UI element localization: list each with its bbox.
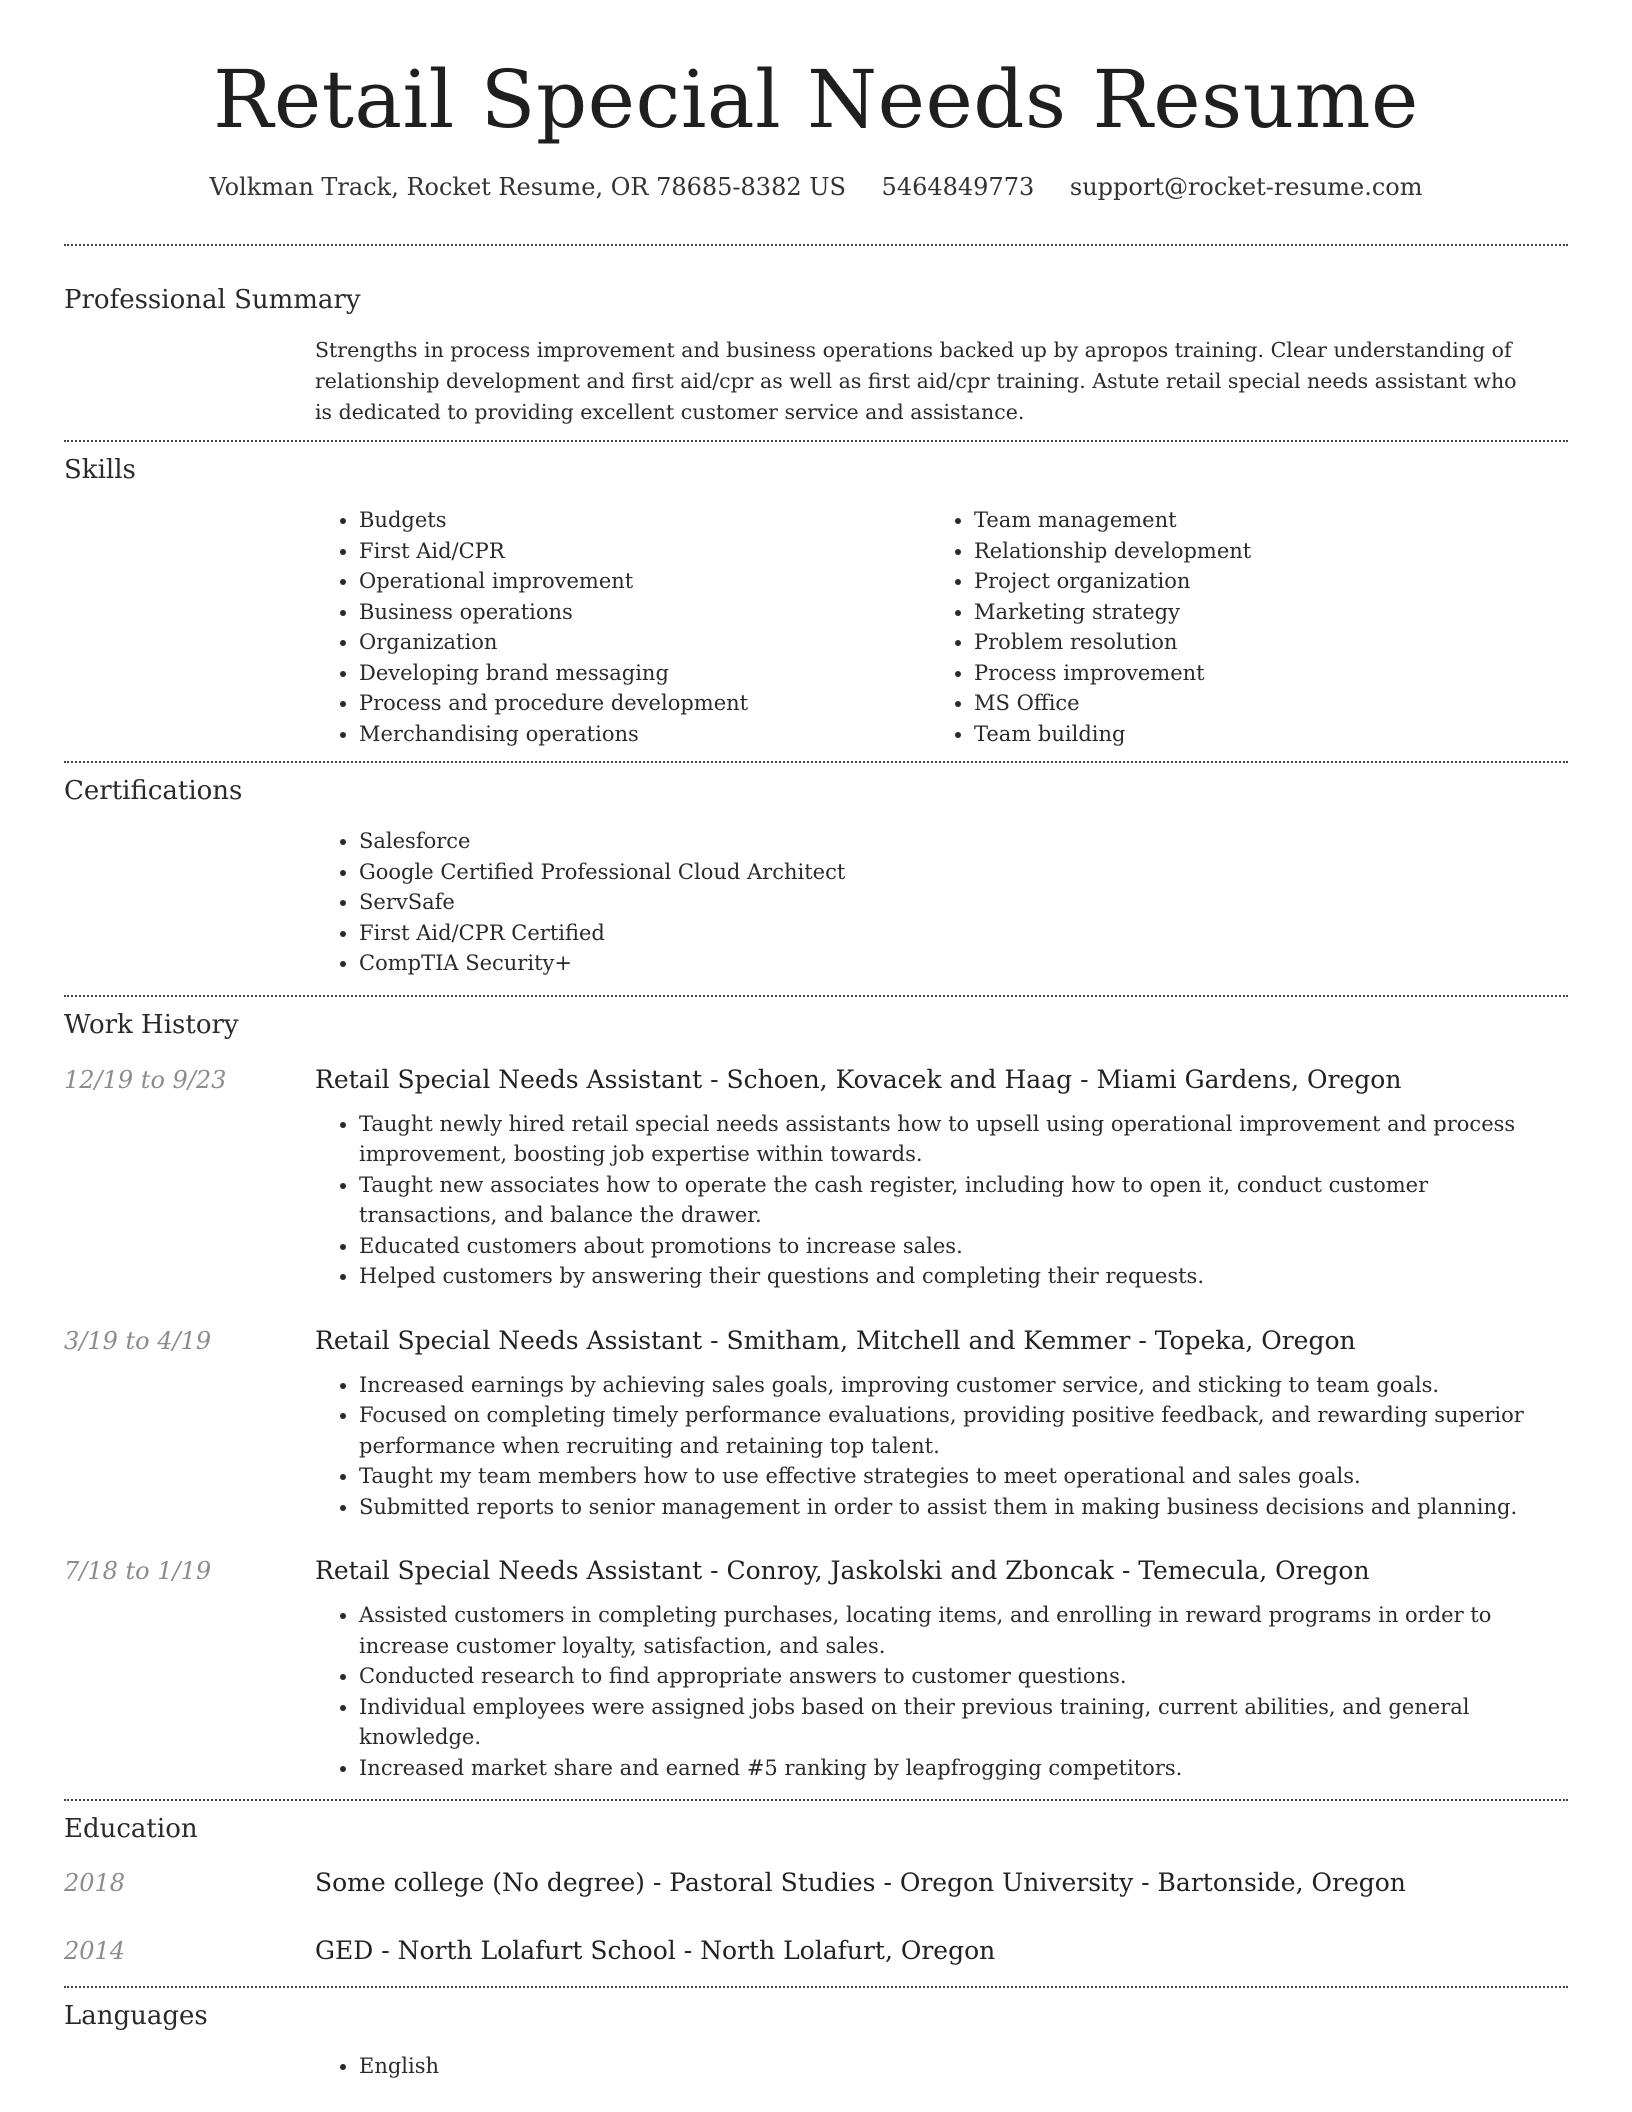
divider [64, 761, 1568, 763]
education-year: 2018 [64, 1869, 126, 1897]
education-year: 2014 [64, 1937, 126, 1965]
skill-item: • First Aid/CPR [359, 536, 930, 567]
job-entry [64, 1554, 1568, 1783]
job-dates: 3/19 to 4/19 [64, 1326, 212, 1355]
contact-phone: 5464849773 [881, 173, 1035, 201]
contact-line [64, 171, 1568, 203]
section-title-summary: Professional Summary [64, 285, 361, 315]
skills-column-right [930, 505, 1545, 749]
job-bullet: • Focused on completing timely performance evaluations, providing positive feedback, and rewarding superior performance when recruiting and retaining top talent. [359, 1400, 1568, 1461]
job-bullet: • Individual employees were assigned jobs based on their previous training, current abilities, and general knowledge. [359, 1692, 1568, 1753]
job-bullet: • Increased earnings by achieving sales goals, improving customer service, and sticking to team goals. [359, 1370, 1568, 1401]
job-bullet: • Educated customers about promotions to increase sales. [359, 1231, 1568, 1262]
contact-address: Volkman Track, Rocket Resume, OR 78685-8382 US [209, 173, 846, 201]
section-title-certifications: Certifications [64, 776, 243, 806]
divider [64, 440, 1568, 442]
skills-list [315, 505, 1568, 749]
job-bullet: • Helped customers by answering their questions and completing their requests. [359, 1261, 1568, 1292]
skill-item: • Relationship development [974, 536, 1545, 567]
certification-item: • Salesforce [359, 826, 1568, 857]
job-title: Retail Special Needs Assistant - Smitham, Mitchell and Kemmer - Topeka, Oregon [315, 1325, 1356, 1355]
resume-page [64, 0, 1568, 2082]
skill-item: • Process and procedure development [359, 688, 930, 719]
job-bullet: • Conducted research to find appropriate answers to customer questions. [359, 1661, 1568, 1692]
job-entry [64, 1324, 1568, 1523]
skill-item: • Project organization [974, 566, 1545, 597]
certification-item: • First Aid/CPR Certified [359, 918, 1568, 949]
job-bullet: • Taught new associates how to operate the cash register, including how to open it, conduct customer transactions, and balance the drawer. [359, 1170, 1568, 1231]
skill-item: • MS Office [974, 688, 1545, 719]
skill-item: • Developing brand messaging [359, 658, 930, 689]
section-title-education: Education [64, 1814, 198, 1844]
job-bullet: • Taught newly hired retail special needs assistants how to upsell using operational improvement and process improvement, boosting job expertise within towards. [359, 1109, 1568, 1170]
education-section [64, 1812, 1568, 1968]
education-entry [64, 1934, 1568, 1968]
divider [64, 244, 1568, 246]
section-title-languages: Languages [64, 2001, 208, 2031]
job-title: Retail Special Needs Assistant - Schoen, Kovacek and Haag - Miami Gardens, Oregon [315, 1064, 1402, 1094]
languages-list [315, 2051, 1568, 2082]
certification-item: • Google Certified Professional Cloud Architect [359, 857, 1568, 888]
language-item: • English [359, 2051, 1568, 2082]
job-dates: 7/18 to 1/19 [64, 1557, 212, 1585]
skill-item: • Business operations [359, 597, 930, 628]
education-entry [64, 1866, 1568, 1900]
skill-item: • Team management [974, 505, 1545, 536]
certification-item: • CompTIA Security+ [359, 948, 1568, 979]
certification-item: • ServSafe [359, 887, 1568, 918]
skill-item: • Merchandising operations [359, 719, 930, 750]
divider [64, 1986, 1568, 1988]
job-dates: 12/19 to 9/23 [64, 1065, 227, 1094]
divider [64, 1799, 1568, 1801]
work-history-section [64, 1008, 1568, 1784]
job-bullet: • Increased market share and earned #5 ranking by leapfrogging competitors. [359, 1753, 1568, 1784]
certifications-section [64, 774, 1568, 979]
certifications-list [315, 826, 1568, 979]
job-bullet: • Taught my team members how to use effective strategies to meet operational and sales goals. [359, 1461, 1568, 1492]
contact-email[interactable]: support@rocket-resume.com [1069, 173, 1423, 201]
job-bullet: • Submitted reports to senior management in order to assist them in making business decisions and planning. [359, 1492, 1568, 1523]
skill-item: • Team building [974, 719, 1545, 750]
resume-title: Retail Special Needs Resume [213, 53, 1419, 146]
education-detail: Some college (No degree) - Pastoral Studies - Oregon University - Bartonside, Oregon [315, 1868, 1406, 1897]
summary-section [64, 283, 1568, 428]
job-title: Retail Special Needs Assistant - Conroy, Jaskolski and Zboncak - Temecula, Oregon [315, 1556, 1370, 1585]
job-entry [64, 1063, 1568, 1292]
skills-column-left [315, 505, 930, 749]
skill-item: • Process improvement [974, 658, 1545, 689]
languages-section [64, 1999, 1568, 2082]
skills-section [64, 453, 1568, 749]
section-title-skills: Skills [64, 455, 136, 485]
section-title-work-history: Work History [64, 1009, 239, 1040]
divider [64, 995, 1568, 997]
skill-item: • Marketing strategy [974, 597, 1545, 628]
job-bullet: • Assisted customers in completing purchases, locating items, and enrolling in reward programs in order to increase customer loyalty, satisfaction, and sales. [359, 1600, 1568, 1661]
skill-item: • Organization [359, 627, 930, 658]
summary-text: Strengths in process improvement and business operations backed up by apropos training. Clear understanding of relationship development and first aid/cpr as well as first aid/cpr training. Astute retail special needs assistant who is dedicated to providing excellent customer service and assistance. [315, 338, 1517, 424]
skill-item: • Operational improvement [359, 566, 930, 597]
skill-item: • Budgets [359, 505, 930, 536]
skill-item: • Problem resolution [974, 627, 1545, 658]
education-detail: GED - North Lolafurt School - North Lolafurt, Oregon [315, 1936, 996, 1965]
